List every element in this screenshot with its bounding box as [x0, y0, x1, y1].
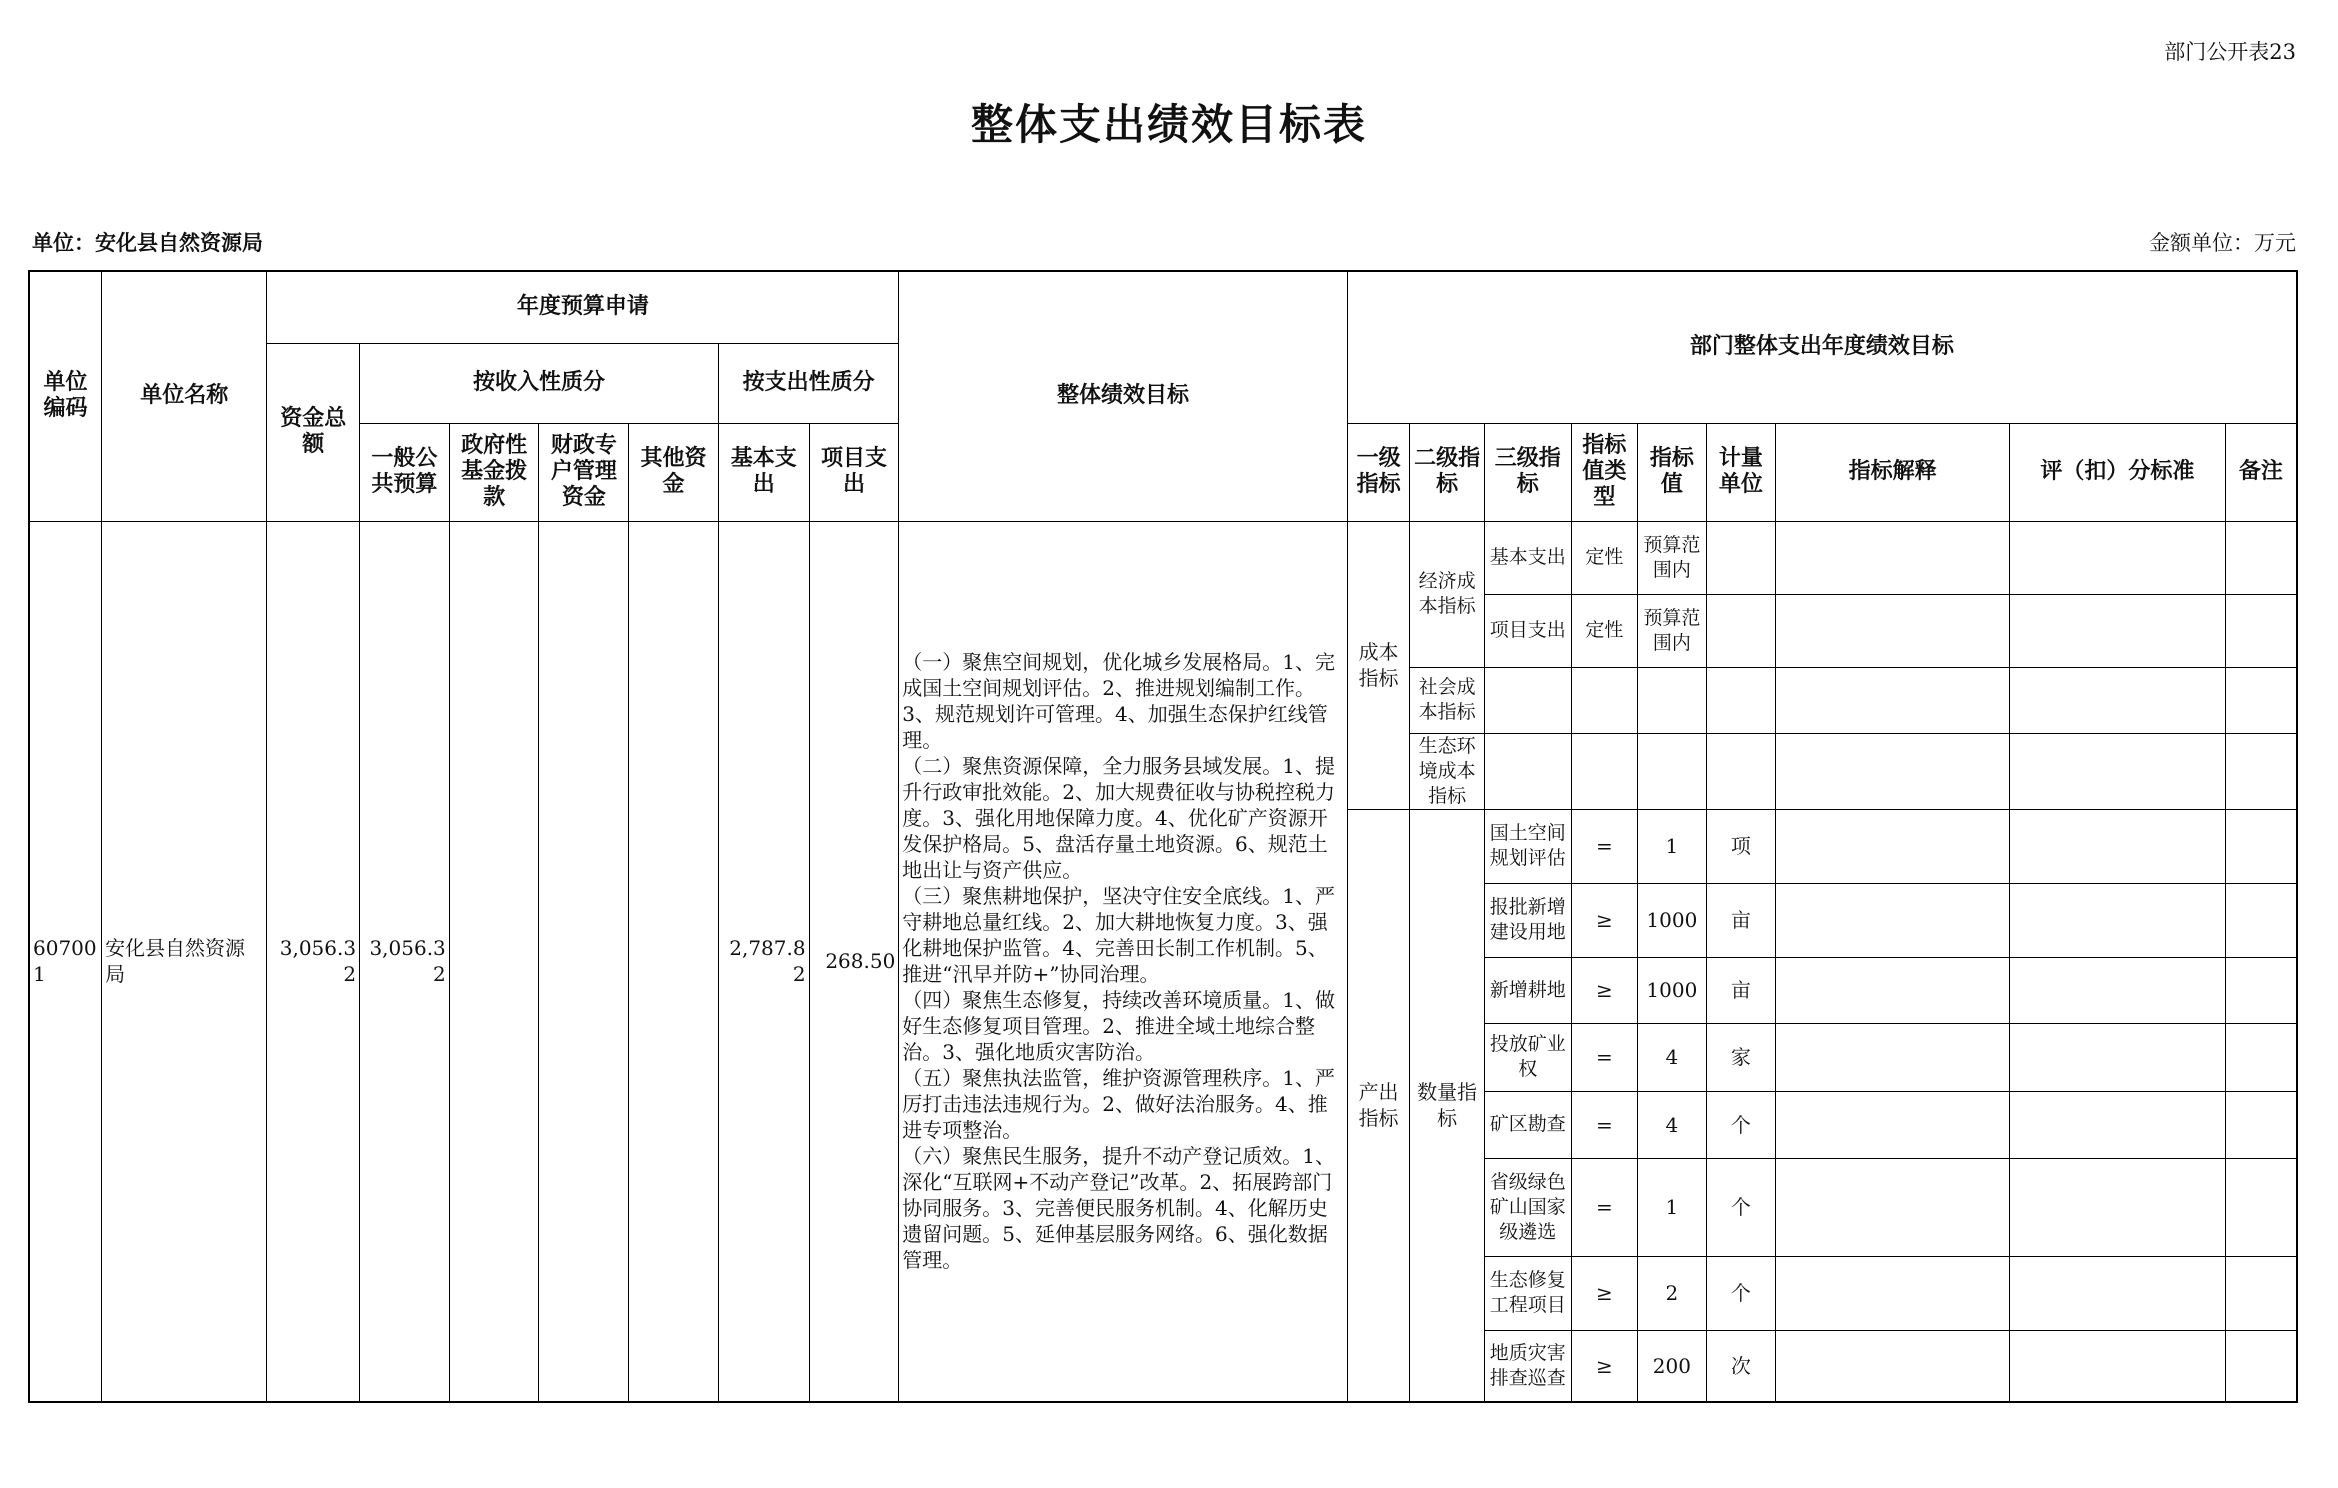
cell-indicator-type: ≥ — [1571, 883, 1638, 957]
cell-project-expense: 268.50 — [809, 521, 899, 1402]
cell-indicator-name: 项目支出 — [1484, 594, 1571, 667]
cell-indicator-type: ≥ — [1571, 1256, 1638, 1330]
col-by-expense: 按支出性质分 — [718, 343, 898, 423]
cell-indicator-name: 省级绿色矿山国家级遴选 — [1484, 1158, 1571, 1256]
cell-indicator-unit: 个 — [1706, 1091, 1776, 1158]
col-general-budget: 一般公共预算 — [360, 423, 450, 521]
cell-indicator-value: 1 — [1638, 1158, 1707, 1256]
cell-indicator-name: 矿区勘查 — [1484, 1091, 1571, 1158]
cell-indicator-value: 2 — [1638, 1256, 1707, 1330]
cell-scoring — [2010, 883, 2226, 957]
cell-indicator-name: 报批新增建设用地 — [1484, 883, 1571, 957]
cell-explanation — [1776, 1256, 2010, 1330]
cell-remarks — [2225, 883, 2297, 957]
col-level2: 二级指标 — [1410, 423, 1485, 521]
cell-scoring — [2010, 521, 2226, 594]
cell-social-cost: 社会成本指标 — [1410, 667, 1485, 733]
cell-indicator-unit — [1706, 594, 1776, 667]
col-level1: 一级指标 — [1347, 423, 1409, 521]
cell-indicator-unit: 个 — [1706, 1158, 1776, 1256]
cell-remarks — [2225, 733, 2297, 809]
table-code: 部门公开表23 — [2164, 40, 2296, 64]
cell-remarks — [2225, 594, 2297, 667]
cell-remarks — [2225, 1091, 2297, 1158]
cell-indicator-type: ≥ — [1571, 1330, 1638, 1402]
cell-indicator-unit: 亩 — [1706, 883, 1776, 957]
cell-fiscal-special — [539, 521, 629, 1402]
cell-scoring — [2010, 594, 2226, 667]
cell-indicator-type: ≥ — [1571, 957, 1638, 1023]
cell-explanation — [1776, 1158, 2010, 1256]
cell-indicator-value: 预算范围内 — [1638, 594, 1707, 667]
cell-indicator-unit: 家 — [1706, 1023, 1776, 1091]
cell-indicator-value: 1000 — [1638, 957, 1707, 1023]
cell-indicator-name — [1484, 733, 1571, 809]
cell-scoring — [2010, 1023, 2226, 1091]
cell-explanation — [1776, 594, 2010, 667]
col-other-funds: 其他资金 — [629, 423, 719, 521]
unit-label: 单位：安化县自然资源局 — [32, 231, 263, 255]
cell-remarks — [2225, 521, 2297, 594]
col-unit-name: 单位名称 — [102, 271, 267, 521]
cell-basic-expense: 2,787.82 — [718, 521, 809, 1402]
cell-indicator-value: 预算范围内 — [1638, 521, 1707, 594]
col-remarks: 备注 — [2225, 423, 2297, 521]
cell-indicator-name: 基本支出 — [1484, 521, 1571, 594]
cell-unit-name: 安化县自然资源局 — [102, 521, 267, 1402]
cell-indicator-type: = — [1571, 1023, 1638, 1091]
col-basic-expense: 基本支出 — [718, 423, 809, 521]
cell-economic-cost: 经济成本指标 — [1410, 521, 1485, 667]
cell-scoring — [2010, 733, 2226, 809]
performance-table — [28, 270, 2298, 1403]
col-gov-fund: 政府性基金拨款 — [449, 423, 539, 521]
col-dept-goal: 部门整体支出年度绩效目标 — [1347, 271, 2297, 423]
cell-indicator-value: 200 — [1638, 1330, 1707, 1402]
cell-scoring — [2010, 1256, 2226, 1330]
col-fiscal-special: 财政专户管理资金 — [539, 423, 629, 521]
cell-indicator-unit — [1706, 733, 1776, 809]
cell-scoring — [2010, 1330, 2226, 1402]
amount-unit-label: 金额单位：万元 — [2149, 231, 2296, 255]
cell-indicator-name — [1484, 667, 1571, 733]
cell-unit-code: 607001 — [29, 521, 102, 1402]
col-value: 指标值 — [1638, 423, 1707, 521]
cell-explanation — [1776, 809, 2010, 883]
col-value-type: 指标值类型 — [1571, 423, 1638, 521]
cell-scoring — [2010, 667, 2226, 733]
cell-scoring — [2010, 1158, 2226, 1256]
cell-cost-indicator: 成本指标 — [1347, 521, 1409, 809]
cell-indicator-type: 定性 — [1571, 594, 1638, 667]
cell-explanation — [1776, 883, 2010, 957]
cell-indicator-type — [1571, 733, 1638, 809]
col-explanation: 指标解释 — [1776, 423, 2010, 521]
cell-remarks — [2225, 667, 2297, 733]
cell-indicator-value — [1638, 733, 1707, 809]
cell-indicator-name: 国土空间规划评估 — [1484, 809, 1571, 883]
cell-indicator-unit: 项 — [1706, 809, 1776, 883]
cell-indicator-type: = — [1571, 1091, 1638, 1158]
col-annual-budget: 年度预算申请 — [267, 271, 899, 343]
cell-indicator-value: 4 — [1638, 1023, 1707, 1091]
cell-scoring — [2010, 957, 2226, 1023]
cell-indicator-value: 1 — [1638, 809, 1707, 883]
cell-explanation — [1776, 521, 2010, 594]
cell-explanation — [1776, 957, 2010, 1023]
col-unit-code: 单位编码 — [29, 271, 102, 521]
cell-quantity-indicator: 数量指标 — [1410, 809, 1485, 1402]
cell-explanation — [1776, 733, 2010, 809]
cell-indicator-unit: 次 — [1706, 1330, 1776, 1402]
cell-remarks — [2225, 957, 2297, 1023]
overall-goal-paragraph: （五）聚焦执法监管，维护资源管理秩序。1、严厉打击违法违规行为。2、做好法治服务。4、推进专项整治。 — [902, 1066, 1336, 1143]
col-total-funds: 资金总额 — [267, 343, 360, 521]
table-row — [29, 521, 2297, 594]
cell-indicator-type — [1571, 667, 1638, 733]
page-title: 整体支出绩效目标表 — [970, 100, 1367, 149]
col-project-expense: 项目支出 — [809, 423, 899, 521]
overall-goal-paragraph: （三）聚焦耕地保护，坚决守住安全底线。1、严守耕地总量红线。2、加大耕地恢复力度。3、强化耕地保护监管。4、完善田长制工作机制。5、推进“汛早并防+”协同治理。 — [902, 884, 1336, 987]
cell-remarks — [2225, 1158, 2297, 1256]
col-overall-goal: 整体绩效目标 — [899, 271, 1348, 521]
overall-goal-paragraph: （二）聚焦资源保障，全力服务县域发展。1、提升行政审批效能。2、加大规费征收与协税控税力度。3、强化用地保障力度。4、优化矿产资源开发保护格局。5、盘活存量土地资源。6、规范土地出让与资产供应。 — [902, 754, 1336, 883]
cell-other-funds — [629, 521, 719, 1402]
cell-indicator-type: = — [1571, 1158, 1638, 1256]
cell-indicator-unit — [1706, 667, 1776, 733]
cell-eco-cost: 生态环境成本指标 — [1410, 733, 1485, 809]
col-scoring: 评（扣）分标准 — [2010, 423, 2226, 521]
cell-indicator-value: 1000 — [1638, 883, 1707, 957]
cell-general-budget: 3,056.32 — [360, 521, 450, 1402]
overall-goal-paragraph: （六）聚焦民生服务，提升不动产登记质效。1、深化“互联网+不动产登记”改革。2、拓展跨部门协同服务。3、完善便民服务机制。4、化解历史遗留问题。5、延伸基层服务网络。6、强化数据管理。 — [902, 1144, 1336, 1273]
cell-remarks — [2225, 809, 2297, 883]
cell-indicator-type: 定性 — [1571, 521, 1638, 594]
cell-indicator-type: = — [1571, 809, 1638, 883]
cell-indicator-value — [1638, 667, 1707, 733]
col-measure-unit: 计量单位 — [1706, 423, 1776, 521]
cell-remarks — [2225, 1330, 2297, 1402]
cell-indicator-value: 4 — [1638, 1091, 1707, 1158]
cell-indicator-name: 新增耕地 — [1484, 957, 1571, 1023]
cell-indicator-unit: 亩 — [1706, 957, 1776, 1023]
cell-scoring — [2010, 809, 2226, 883]
col-by-income: 按收入性质分 — [360, 343, 719, 423]
cell-indicator-name: 地质灾害排查巡查 — [1484, 1330, 1571, 1402]
cell-remarks — [2225, 1023, 2297, 1091]
col-level3: 三级指标 — [1484, 423, 1571, 521]
overall-goal-paragraph: （四）聚焦生态修复，持续改善环境质量。1、做好生态修复项目管理。2、推进全域土地综合整治。3、强化地质灾害防治。 — [902, 988, 1336, 1065]
cell-explanation — [1776, 667, 2010, 733]
cell-explanation — [1776, 1023, 2010, 1091]
cell-indicator-unit: 个 — [1706, 1256, 1776, 1330]
cell-total-funds: 3,056.32 — [267, 521, 360, 1402]
cell-indicator-name: 生态修复工程项目 — [1484, 1256, 1571, 1330]
cell-gov-fund — [449, 521, 539, 1402]
cell-indicator-unit — [1706, 521, 1776, 594]
cell-indicator-name: 投放矿业权 — [1484, 1023, 1571, 1091]
cell-remarks — [2225, 1256, 2297, 1330]
cell-scoring — [2010, 1091, 2226, 1158]
cell-overall-goal — [899, 521, 1348, 1402]
cell-output-indicator: 产出指标 — [1347, 809, 1409, 1402]
cell-explanation — [1776, 1330, 2010, 1402]
cell-explanation — [1776, 1091, 2010, 1158]
overall-goal-paragraph: （一）聚焦空间规划，优化城乡发展格局。1、完成国土空间规划评估。2、推进规划编制工作。3、规范规划许可管理。4、加强生态保护红线管理。 — [902, 650, 1336, 753]
